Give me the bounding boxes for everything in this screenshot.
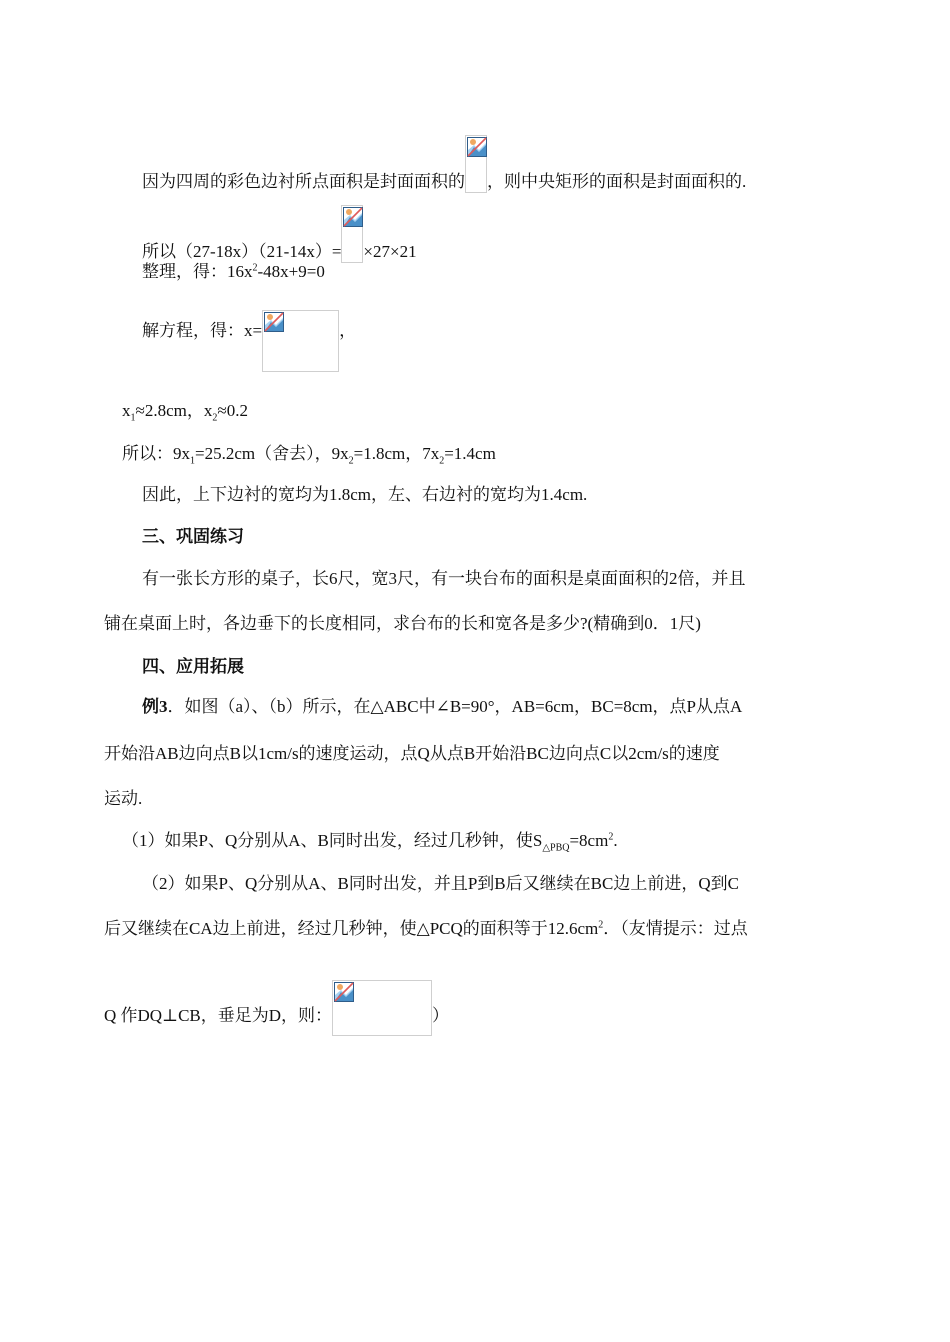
section-heading-3: 三、巩固练习: [142, 527, 244, 546]
broken-image-icon: [334, 982, 354, 1002]
broken-image-icon: [264, 312, 284, 332]
line-4: 解方程，得：x= ，: [142, 320, 356, 372]
line-9: 有一张长方形的桌子，长6尺，宽3尺，有一块台布的面积是桌面面积的2倍，并且: [142, 569, 746, 588]
broken-image-icon: [343, 207, 363, 227]
line-1: 因为四周的彩色边衬所点面积是封面面积的 ，则中央矩形的面积是封面面积的.: [142, 135, 746, 193]
line-10: 铺在桌面上时，各边垂下的长度相同，求台布的长和宽各是多少?(精确到0．1尺): [104, 614, 701, 633]
line-6: 所以：$9x_1=25.2cm$（舍去），$9x_2=1.8cm$，$7x_2=1.4cm$: [122, 444, 496, 467]
hint-image: [332, 980, 432, 1036]
section-heading-4: 四、应用拓展: [142, 657, 244, 676]
line-17: 后又继续在CA边上前进，经过几秒钟，使△PCQ的面积等于$12.6cm^2$．（友情提示：过点: [104, 919, 748, 938]
line-14: 运动.: [104, 789, 143, 808]
line-2: 所以（27-18x）（21-14x）= ×27×21: [142, 205, 417, 263]
line-15: （1）如果P、Q分别从A、B同时出发，经过几秒钟，使$S_{\triangle PBQ}=8cm^2$.: [122, 831, 618, 854]
line-7: 因此，上下边衬的宽均为1.8cm，左、右边衬的宽均为1.4cm.: [142, 485, 588, 504]
line-5: $x_1\approx 2.8cm$，$x_2\approx 0.2$: [122, 401, 248, 424]
line-12: 例3．如图（a）、（b）所示，在△ABC中∠B=90°，AB=6cm，BC=8cm，点P从点A: [142, 697, 743, 716]
line-18: Q 作DQ⊥CB，垂足为D，则： ）: [104, 998, 449, 1036]
line-13: 开始沿AB边向点B以1cm/s的速度运动，点Q从点B开始沿BC边向点C以2cm/s的速度: [104, 744, 720, 763]
line-16: （2）如果P、Q分别从A、B同时出发，并且P到B后又继续在BC边上前进，Q到C: [142, 874, 739, 893]
solution-image: [262, 310, 339, 372]
fraction-image-2: [341, 205, 363, 263]
fraction-image-1: [465, 135, 487, 193]
line-3: 整理，得：$16x^2-48x+9=0$: [142, 262, 325, 281]
broken-image-icon: [467, 137, 487, 157]
